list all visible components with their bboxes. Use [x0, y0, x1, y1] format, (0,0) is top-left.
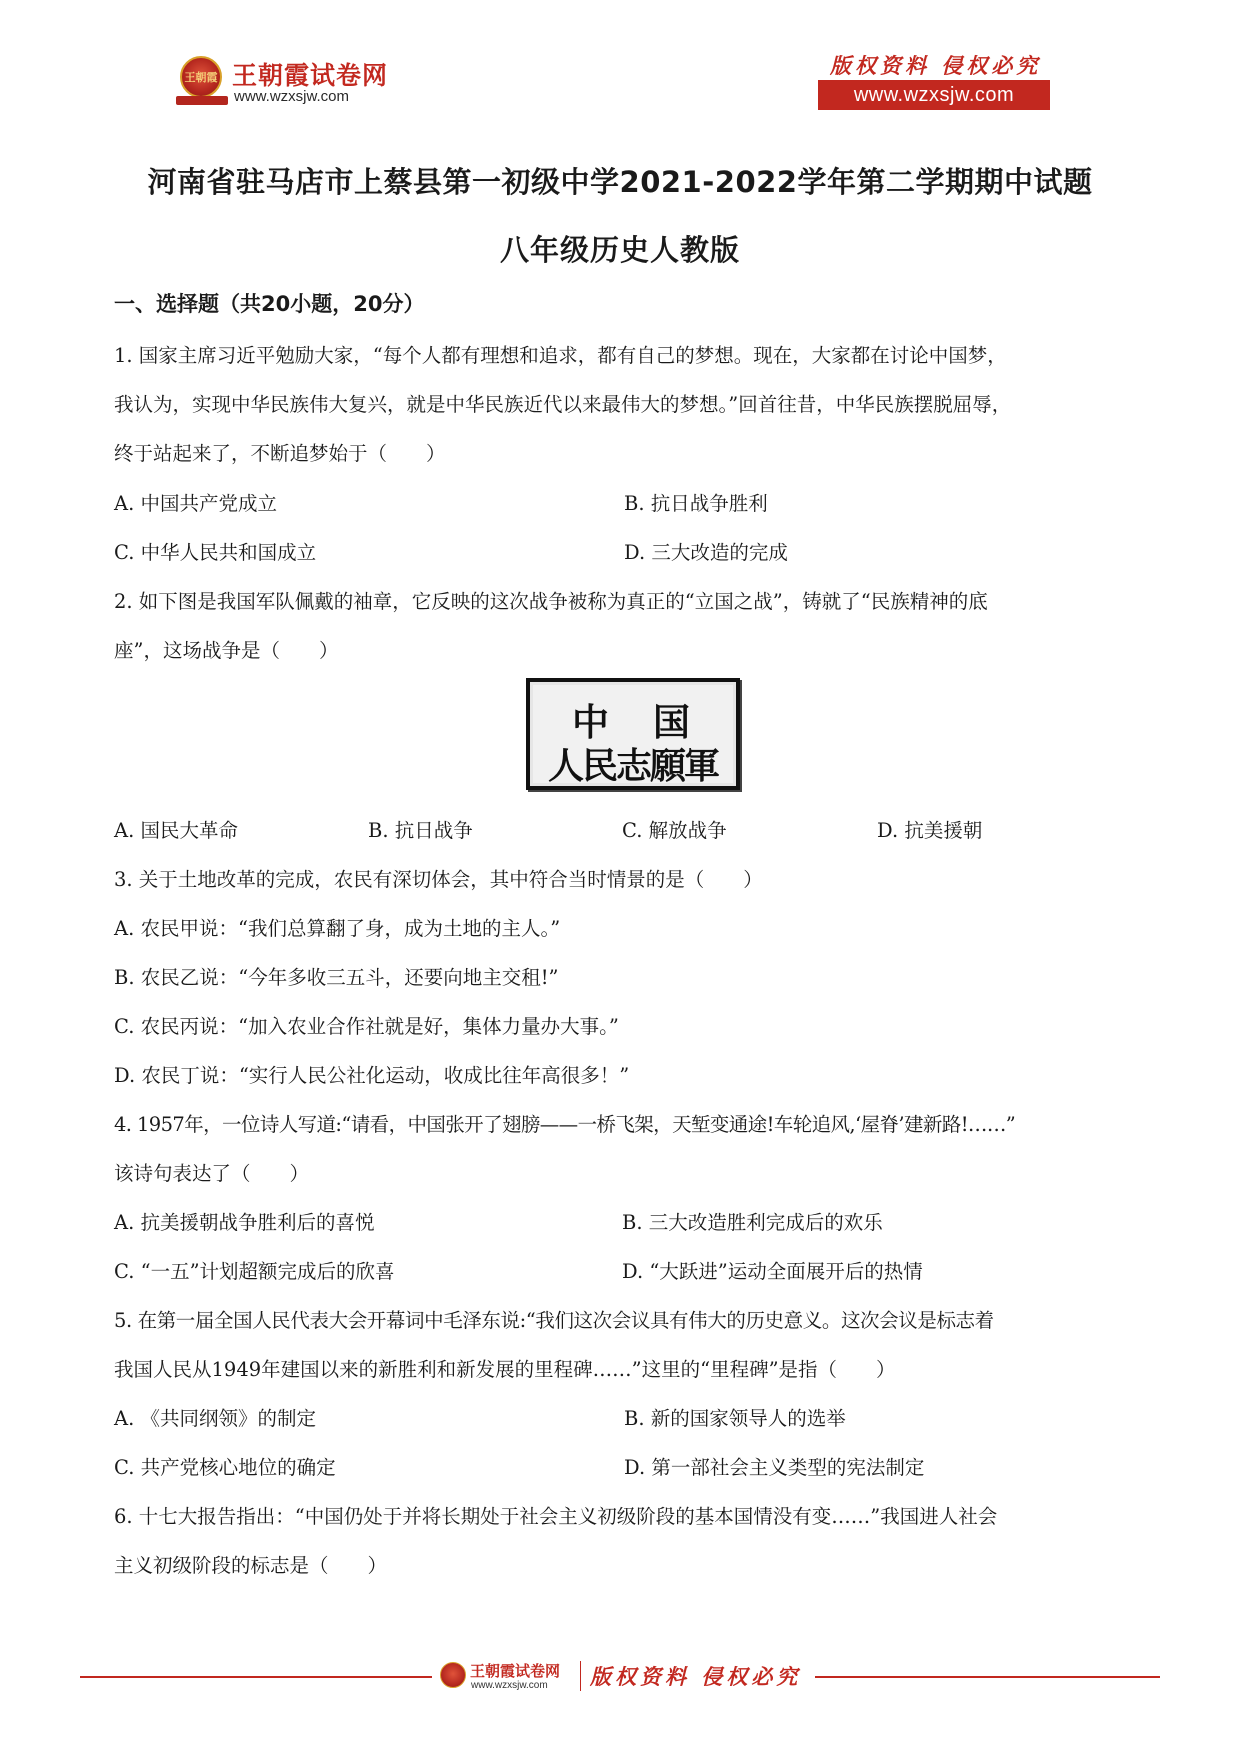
question-5-option-c: C. 共产党核心地位的确定 — [114, 1456, 336, 1479]
question-4-option-a: A. 抗美援朝战争胜利后的喜悦 — [114, 1211, 375, 1234]
question-3-option-b: B. 农民乙说：“今年多收三五斗，还要向地主交租!” — [114, 966, 559, 989]
copyright-notice: 版权资料 侵权必究 — [830, 53, 1042, 78]
footer-divider-right — [815, 1676, 1160, 1678]
question-1-line-1: 1. 国家主席习近平勉励大家，“每个人都有理想和追求，都有自己的梦想。现在，大家都在讨论中国梦， — [114, 344, 1007, 367]
seal-text: 王朝霞 — [184, 71, 218, 84]
seal-logo-icon — [180, 56, 222, 98]
header-copyright — [818, 50, 1050, 112]
brand-name: 王朝霞试卷网 — [232, 61, 389, 90]
question-2-line-2: 座”，这场战争是（ ） — [114, 639, 339, 662]
question-4-option-c: C. “一五”计划超额完成后的欣喜 — [114, 1260, 395, 1283]
question-3-option-a: A. 农民甲说：“我们总算翻了身，成为土地的主人。” — [114, 917, 561, 940]
question-2-option-d: D. 抗美援朝 — [877, 819, 983, 842]
question-1-option-b: B. 抗日战争胜利 — [624, 492, 768, 515]
exam-title: 河南省驻马店市上蔡县第一初级中学2021-2022学年第二学期期中试题 — [147, 165, 1093, 199]
question-3-line-1: 3. 关于土地改革的完成，农民有深切体会，其中符合当时情景的是（ ） — [114, 868, 763, 891]
question-1-line-2: 我认为，实现中华民族伟大复兴，就是中华民族近代以来最伟大的梦想。”回首往昔，中华民族摆脱屈辱， — [114, 393, 1012, 416]
armband-bottom-text: 人民志願軍 — [547, 746, 718, 787]
footer-brand-url: www.wzxsjw.com — [471, 1680, 548, 1691]
header-logo — [180, 50, 420, 112]
question-4-line-1: 4. 1957年，一位诗人写道:“请看，中国张开了翅膀——一桥飞架，天堑变通途!车轮追风,‘屋脊’建新路!……” — [114, 1113, 1016, 1136]
question-5-option-d: D. 第一部社会主义类型的宪法制定 — [624, 1456, 925, 1479]
question-4-option-b: B. 三大改造胜利完成后的欢乐 — [622, 1211, 883, 1234]
question-2-option-a: A. 国民大革命 — [114, 819, 238, 842]
question-5-option-b: B. 新的国家领导人的选举 — [624, 1407, 846, 1430]
question-5-line-2: 我国人民从1949年建国以来的新胜利和新发展的里程碑……”这里的“里程碑”是指（ ） — [114, 1358, 896, 1381]
question-2-option-c: C. 解放战争 — [622, 819, 727, 842]
armband-top-text: 中国 — [572, 701, 734, 744]
seal-ribbon-icon — [176, 96, 228, 105]
question-1-line-3: 终于站起来了，不断追梦始于（ ） — [114, 442, 446, 465]
section-heading: 一、选择题（共20小题，20分） — [114, 292, 425, 316]
question-5-line-1: 5. 在第一届全国人民代表大会开幕词中毛泽东说:“我们这次会议具有伟大的历史意义。这次会议是标志着 — [114, 1309, 994, 1332]
question-1-option-a: A. 中国共产党成立 — [114, 492, 277, 515]
footer-divider-left — [80, 1676, 432, 1678]
question-4-option-d: D. “大跃进”运动全面展开后的热情 — [622, 1260, 923, 1283]
footer-separator — [580, 1661, 581, 1691]
armband-image — [526, 678, 740, 790]
question-1-option-c: C. 中华人民共和国成立 — [114, 541, 317, 564]
question-5-option-a: A. 《共同纲领》的制定 — [114, 1407, 316, 1430]
brand-url: www.wzxsjw.com — [234, 88, 350, 105]
question-1-option-d: D. 三大改造的完成 — [624, 541, 788, 564]
exam-subtitle: 八年级历史人教版 — [499, 233, 740, 267]
url-banner: www.wzxsjw.com — [818, 80, 1050, 110]
question-2-option-b: B. 抗日战争 — [368, 819, 473, 842]
footer-copyright: 版权资料 侵权必究 — [590, 1664, 802, 1689]
footer-brand-name: 王朝霞试卷网 — [470, 1662, 561, 1680]
question-6-line-1: 6. 十七大报告指出：“中国仍处于并将长期处于社会主义初级阶段的基本国情没有变……”我国进人社会 — [114, 1505, 998, 1528]
question-6-line-2: 主义初级阶段的标志是（ ） — [114, 1554, 388, 1577]
question-2-line-1: 2. 如下图是我国军队佩戴的袖章，它反映的这次战争被称为真正的“立国之战”，铸就了“民族精神的底 — [114, 590, 988, 613]
question-4-line-2: 该诗句表达了（ ） — [114, 1162, 310, 1185]
footer-seal-icon — [440, 1662, 466, 1688]
question-3-option-c: C. 农民丙说：“加入农业合作社就是好，集体力量办大事。” — [114, 1015, 619, 1038]
question-3-option-d: D. 农民丁说：“实行人民公社化运动，收成比往年高很多！” — [114, 1064, 630, 1087]
